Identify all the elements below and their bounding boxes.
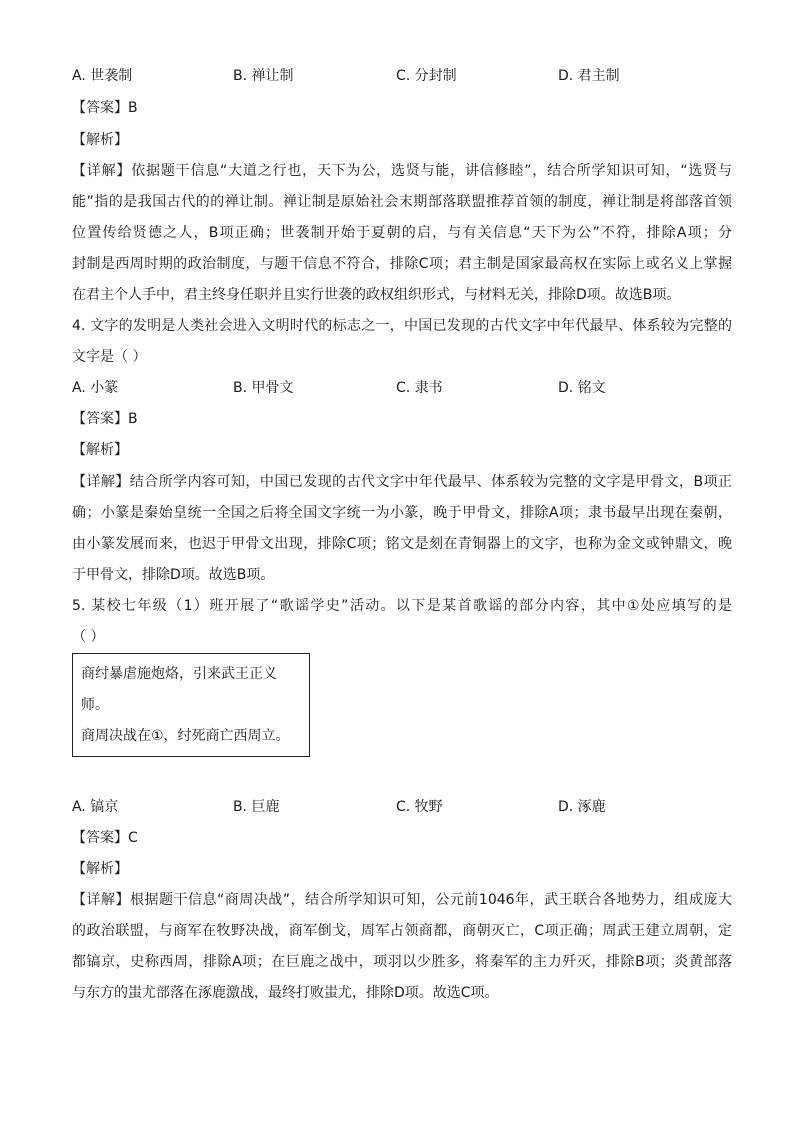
- q3-detail-line: 封制是西周时期的政治制度，与题干信息不符合，排除C项；君主制是国家最高权在实际上或名义上掌握: [72, 256, 732, 272]
- q5-analysis-label: 【解析】: [72, 861, 128, 877]
- q5-option-c: C. 牧野: [396, 799, 443, 815]
- q4-option-c: C. 隶书: [396, 380, 443, 396]
- q3-analysis-label: 【解析】: [72, 132, 128, 148]
- q5-lyric-line: 商纣暴虐施炮烙，引来武王正义: [81, 666, 277, 682]
- q4-option-d: D. 铭文: [558, 380, 606, 396]
- q3-options: [72, 66, 732, 86]
- q3-detail-line: 在君主个人手中，君主终身任职并且实行世袭的政权组织形式，与材料无关，排除D项。故选B项。: [72, 287, 681, 303]
- q5-answer: 【答案】C: [72, 830, 138, 846]
- q4-stem-line: 4. 文字的发明是人类社会进入文明时代的标志之一，中国已发现的古代文字中年代最早、体系较为完整的: [72, 318, 732, 334]
- q5-stem-line: （ ）: [72, 629, 105, 645]
- q5-lyric-line: 商周决战在①，纣死商亡西周立。: [81, 728, 290, 744]
- q5-stem-line: 5. 某校七年级（1）班开展了“歌谣学史”活动。以下是某首歌谣的部分内容，其中①处应填写的是: [72, 598, 732, 614]
- q4-detail-line: 于甲骨文，排除D项。故选B项。: [72, 567, 275, 583]
- q5-lyrics-box: [72, 653, 310, 757]
- q5-detail-line: 的政治联盟，与商军在牧野决战，商军倒戈，周军占领商都，商朝灭亡，C项正确；周武王建立周朝，定: [72, 923, 732, 939]
- q4-option-b: B. 甲骨文: [233, 380, 294, 396]
- q5-option-b: B. 巨鹿: [233, 799, 280, 815]
- q3-detail-line: 位置传给贤德之人，B项正确；世袭制开始于夏朝的启，与有关信息“天下为公”不符，排除A项；分: [72, 225, 732, 241]
- q3-option-c: C. 分封制: [396, 68, 457, 84]
- q4-detail-line: 确；小篆是秦始皇统一全国之后将全国文字统一为小篆，晚于甲骨文，排除A项；隶书最早出现在秦朝，: [72, 505, 732, 521]
- q5-stem: [72, 596, 732, 658]
- q4-stem: [72, 316, 732, 378]
- q3-detail-line: 【详解】依据题干信息“大道之行也，天下为公，选贤与能，讲信修睦”，结合所学知识可知，“选贤与: [72, 163, 732, 179]
- q4-answer: 【答案】B: [72, 411, 138, 427]
- q5-option-a: A. 镐京: [72, 799, 119, 815]
- q5-detail-line: 与东方的蚩尤部落在涿鹿激战，最终打败蚩尤，排除D项。故选C项。: [72, 985, 499, 1001]
- q3-detail: [72, 161, 732, 316]
- q5-option-d: D. 涿鹿: [558, 799, 606, 815]
- q4-analysis-label: 【解析】: [72, 442, 128, 458]
- q3-option-b: B. 禅让制: [233, 68, 294, 84]
- q5-detail-line: 【详解】根据题干信息“商周决战”，结合所学知识可知，公元前1046年，武王联合各地势力，组成庞大: [72, 892, 732, 908]
- q3-answer: 【答案】B: [72, 100, 138, 116]
- q4-detail-line: 由小篆发展而来，也迟于甲骨文出现，排除C项；铭文是刻在青铜器上的文字，也称为金文或钟鼎文，晚: [72, 536, 732, 552]
- q5-detail: [72, 890, 732, 1014]
- q4-options: [72, 378, 732, 398]
- q5-options: [72, 797, 732, 817]
- q5-lyric-line: 师。: [81, 697, 109, 713]
- q4-option-a: A. 小篆: [72, 380, 119, 396]
- q4-detail: [72, 472, 732, 596]
- q4-stem-line: 文字是（ ）: [72, 349, 147, 365]
- q5-detail-line: 都镐京，史称西周，排除A项；在巨鹿之战中，项羽以少胜多，将秦军的主力歼灭，排除B项；炎黄部落: [72, 954, 732, 970]
- q3-detail-line: 能”指的是我国古代的的禅让制。禅让制是原始社会末期部落联盟推荐首领的制度，禅让制是将部落首领: [72, 194, 732, 210]
- q4-detail-line: 【详解】结合所学内容可知，中国已发现的古代文字中年代最早、体系较为完整的文字是甲骨文，B项正: [72, 474, 732, 490]
- q3-option-a: A. 世袭制: [72, 68, 133, 84]
- q3-option-d: D. 君主制: [558, 68, 620, 84]
